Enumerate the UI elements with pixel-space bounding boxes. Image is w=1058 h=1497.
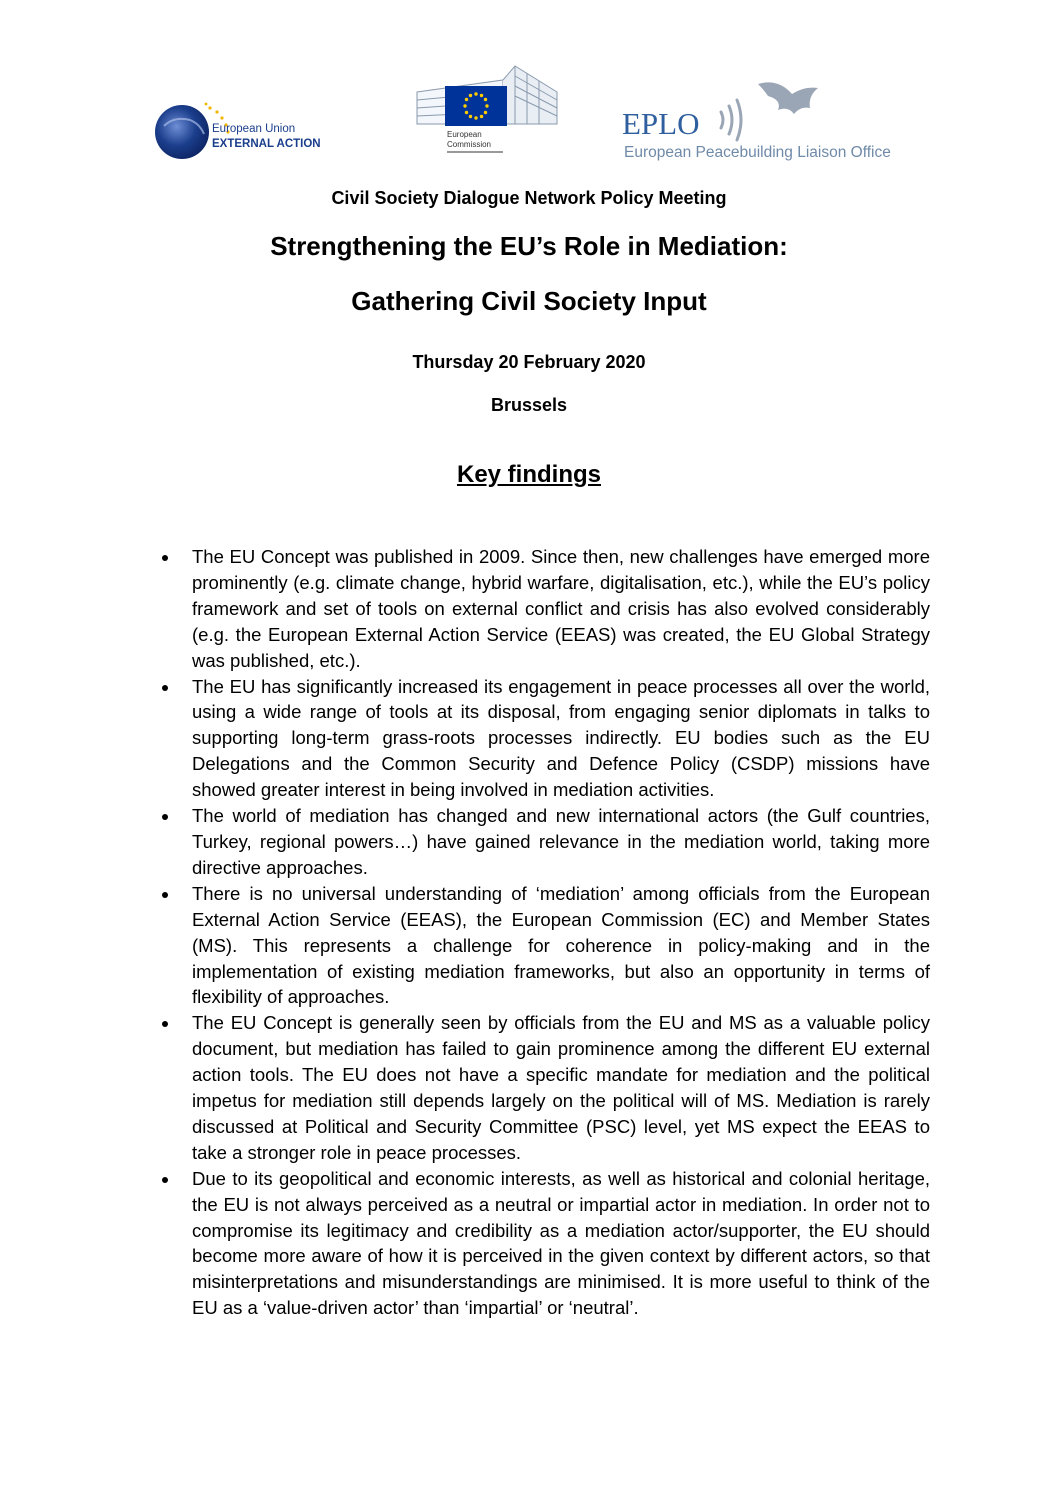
list-item: [160, 544, 930, 674]
eplo-logo: [618, 76, 908, 166]
bullet-icon: [162, 555, 168, 561]
section-heading: Key findings: [456, 461, 601, 488]
eeas-logo-line1: European Union: [212, 123, 296, 135]
finding-text: The EU has significantly increased its engagement in peace processes all over the world, using a wide range of tools at its disposal, from engaging senior diplomats in talks to supporting long-term grass-roots processes indirectly. EU bodies such as the EU Delegations and the Common Security and Defence Policy (CSDP) missions have showed greater interest in being involved in mediation activities.: [192, 675, 930, 801]
commission-logo-line1: European: [447, 130, 482, 139]
document-title-line-2: Gathering Civil Society Input: [351, 286, 707, 316]
logo-bar: [0, 0, 1058, 170]
european-commission-logo: [415, 62, 560, 158]
eeas-logo: [150, 98, 370, 164]
document-title-line-1: Strengthening the EU’s Role in Mediation:: [270, 231, 788, 261]
list-item: [160, 674, 930, 804]
eeas-logo-line2: EXTERNAL ACTION: [212, 138, 321, 150]
list-item: [160, 803, 930, 881]
bullet-icon: [162, 1177, 168, 1183]
bullet-icon: [162, 814, 168, 820]
bird-icon: [758, 82, 818, 114]
commission-logo-line2: Commission: [447, 140, 492, 149]
bullet-icon: [162, 1021, 168, 1027]
finding-text: The EU Concept is generally seen by officials from the EU and MS as a valuable policy document, but mediation has failed to gain prominence among the different EU external action tools. The EU does not have a specific mandate for mediation and the political impetus for mediation still depends largely on the political will of MS. Mediation is rarely discussed at Political and Security Committee (PSC) level, yet MS expect the EEAS to take a stronger role in peace processes.: [192, 1012, 930, 1163]
meeting-place: Brussels: [490, 395, 568, 415]
eplo-acronym: EPLO: [622, 106, 700, 141]
list-item: [160, 881, 930, 1011]
globe-icon: [155, 105, 209, 159]
meeting-date: Thursday 20 February 2020: [412, 352, 646, 372]
bullet-icon: [162, 892, 168, 898]
list-item: [160, 1010, 930, 1165]
meeting-type: Civil Society Dialogue Network Policy Meeting: [331, 188, 727, 208]
finding-text: There is no universal understanding of ‘mediation’ among officials from the European External Action Service (EEAS), the European Commission (EC) and Member States (MS). This represents a challenge for coherence in policy-making and in the implementation of existing mediation frameworks, but also an opportunity in terms of flexibility of approaches.: [192, 882, 930, 1008]
sound-waves-icon: [721, 100, 741, 140]
list-item: [160, 1166, 930, 1321]
eplo-full-name: European Peacebuilding Liaison Office: [624, 144, 891, 161]
bullet-icon: [162, 685, 168, 691]
finding-text: The EU Concept was published in 2009. Since then, new challenges have emerged more prominently (e.g. climate change, hybrid warfare, digitalisation, etc.), while the EU’s policy framework and set of tools on external conflict and crisis has also evolved considerably (e.g. the European External Action Service (EEAS) was created, the EU Global Strategy was published, etc.).: [192, 546, 930, 671]
key-findings-list: [160, 544, 930, 1321]
finding-text: The world of mediation has changed and new international actors (the Gulf countries, Turkey, regional powers…) have gained relevance in the mediation world, taking more directive approaches.: [192, 805, 930, 878]
eu-flag-icon: [445, 86, 507, 126]
finding-text: Due to its geopolitical and economic interests, as well as historical and colonial heritage, the EU is not always perceived as a neutral or impartial actor in mediation. In order not to compromise its legitimacy and credibility as a mediation actor/supporter, the EU should become more aware of how it is perceived in the given context by different actors, so that misinterpretations and misunderstandings are minimised. It is more useful to think of the EU as a ‘value-driven actor’ than ‘impartial’ or ‘neutral’.: [192, 1167, 930, 1319]
